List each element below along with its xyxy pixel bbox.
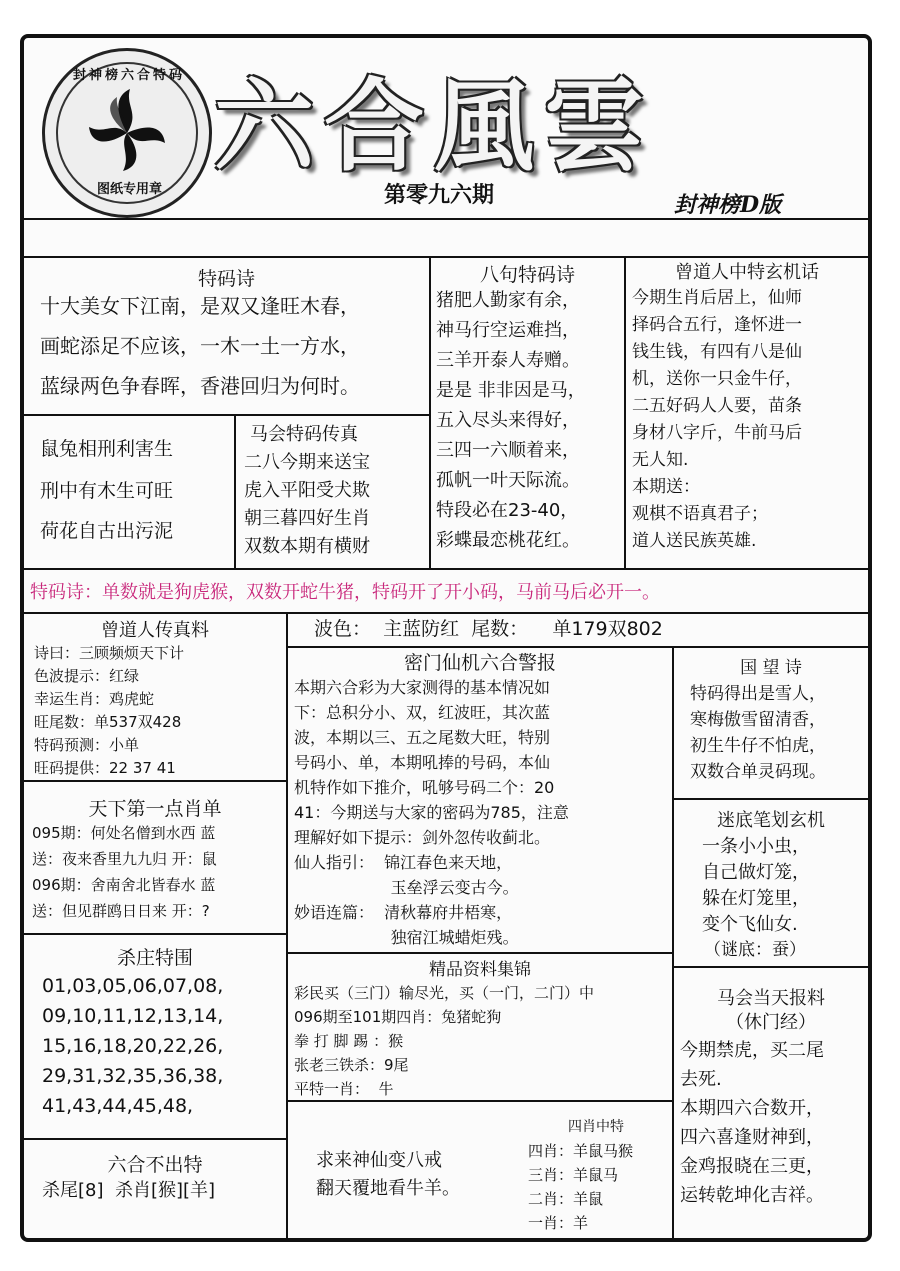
zeng-riddle-line: 择码合五行，逢怀进一 — [632, 315, 802, 335]
box-buchu — [24, 1140, 286, 1242]
tema-poem-title: 特码诗 — [197, 268, 255, 290]
shazhuang-title: 杀庄特围 — [116, 947, 193, 969]
mahui-fax-line: 双数本期有横财 — [244, 536, 370, 557]
shazhuang-line: 15,16,18,20,22,26, — [42, 1035, 224, 1057]
jingpin-line: 张老三铁杀：9尾 — [294, 1056, 409, 1074]
edition-label: 封神榜D版 — [674, 192, 782, 218]
mahui-day-subtitle: （休门经） — [726, 1012, 816, 1033]
banner-poem: 特码诗：单数就是狗虎猴，双数开蛇牛猪，特码开了开小码，马前马后必开一。 — [30, 582, 660, 603]
jingpin-line: 096期至101期四肖：兔猪蛇狗 — [294, 1008, 502, 1026]
eight-line: 孤帆一叶天际流。 — [436, 470, 580, 491]
zeng-fax-line: 诗曰：三顾频烦天下计 — [34, 644, 185, 662]
mahui-day-line: 金鸡报晓在三更， — [680, 1156, 824, 1177]
zeng-riddle-line: 道人送民族英雄. — [632, 531, 757, 551]
box-shenxian — [288, 1102, 518, 1242]
guowang-line: 寒梅傲雪留清香， — [690, 710, 826, 730]
box-jingpin — [288, 954, 672, 1100]
zeng-fax-line: 色波提示：红绿 — [34, 667, 140, 685]
shazhuang-line: 09,10,11,12,13,14, — [42, 1005, 224, 1027]
seal-bottom-text: 图纸专用章 — [97, 182, 163, 197]
page-frame — [20, 34, 872, 1242]
tianxia-line: 095期：何处名僧到水西 蓝 — [32, 824, 216, 842]
box-mahui-fax — [236, 416, 429, 568]
mahui-fax-line: 朝三暮四好生肖 — [244, 508, 370, 529]
zeng-riddle-line: 身材八字斤，牛前马后 — [632, 423, 802, 443]
buchu-line: 杀尾[8] 杀肖[猴][羊] — [42, 1180, 216, 1201]
zeng-riddle-line: 二五好码人人要，苗条 — [632, 396, 802, 416]
mahui-day-line: 今期禁虎，买二尾 — [680, 1040, 824, 1061]
wave-color-bar: 波色： 主蓝防红 尾数： 单179双802 — [314, 618, 663, 640]
sixiao-line: 四肖：羊鼠马猴 — [528, 1142, 634, 1160]
box-rat-rabbit — [24, 416, 234, 568]
midi-line: 躲在灯笼里， — [702, 888, 810, 909]
secret-line: 本期六合彩为大家测得的基本情况如 — [294, 678, 551, 697]
midi-line: 一条小小虫， — [702, 836, 810, 857]
eight-line: 猪肥人勤家有余， — [436, 290, 580, 311]
shenxian-line: 翻天覆地看牛羊。 — [316, 1178, 460, 1199]
zeng-riddle-line: 无人知. — [632, 450, 689, 470]
mahui-fax-line: 二八今期来送宝 — [244, 452, 370, 473]
rat-line: 鼠兔相刑利害生 — [40, 438, 174, 460]
eight-line: 三羊开泰人寿赠。 — [436, 350, 580, 371]
secret-line: 妙语连篇： 清秋幕府井梧寒， — [294, 903, 513, 922]
mahui-day-line: 四六喜逢财神到， — [680, 1127, 824, 1148]
box-tianxia — [24, 782, 286, 933]
secret-line: 波，本期以三、五之尾数大旺，特别 — [294, 728, 551, 747]
zeng-riddle-line: 本期送： — [632, 477, 700, 497]
box-zeng-riddle — [626, 256, 868, 568]
mahui-day-title: 马会当天报料 — [717, 988, 825, 1009]
midi-line: 变个飞仙女. — [702, 914, 798, 935]
secret-line: 仙人指引： 锦江春色来天地， — [294, 853, 513, 872]
box-midi — [674, 800, 868, 966]
sixiao-line: 三肖：羊鼠马 — [528, 1166, 619, 1184]
sixiao-title: 四肖中特 — [568, 1119, 624, 1135]
mahui-day-line: 运转乾坤化吉祥。 — [680, 1185, 824, 1206]
box-zeng-fax — [24, 614, 286, 780]
rat-line: 荷花自古出污泥 — [40, 520, 174, 542]
jingpin-title: 精品资料集锦 — [429, 960, 531, 980]
zeng-fax-line: 特码预测：小单 — [34, 736, 140, 754]
zeng-fax-line: 幸运生肖：鸡虎蛇 — [34, 690, 155, 708]
eight-line: 特段必在23-40， — [436, 500, 579, 521]
secret-line: 理解好如下提示：剑外忽传收蓟北。 — [294, 828, 551, 847]
eight-line: 五入尽头来得好， — [436, 410, 580, 431]
zeng-riddle-title: 曾道人中特玄机话 — [675, 262, 819, 283]
secret-line: 独宿江城蜡炬残。 — [294, 928, 519, 947]
box-guowang — [674, 648, 868, 798]
box-mahui-day — [674, 968, 868, 1242]
secret-line: 41：今期送与大家的密码为785，注意 — [294, 803, 569, 822]
issue-number: 第零九六期 — [384, 182, 495, 208]
eight-line: 是是 非非因是马， — [436, 380, 586, 401]
eight-line: 三四一六顺着来， — [436, 440, 580, 461]
jingpin-line: 彩民买（三门）输尽光，买（一门，二门）中 — [294, 984, 595, 1002]
seal-stamp — [42, 48, 212, 218]
tianxia-title: 天下第一点肖单 — [88, 798, 222, 820]
secret-line: 号码小、单，本期吼捧的号码，本仙 — [294, 753, 551, 772]
jingpin-line: 拳 打 脚 踢 ：猴 — [294, 1032, 404, 1050]
shazhuang-line: 41,43,44,45,48, — [42, 1095, 194, 1117]
sixiao-line: 二肖：羊鼠 — [528, 1190, 604, 1208]
mahui-fax-line: 虎入平阳受犬欺 — [244, 480, 370, 501]
zeng-riddle-line: 钱生钱，有四有八是仙 — [632, 342, 802, 362]
zeng-fax-line: 旺尾数：单537双428 — [34, 713, 182, 731]
secret-line: 玉垒浮云变古今。 — [294, 878, 519, 897]
guowang-line: 初生牛仔不怕虎， — [690, 736, 826, 756]
tema-poem-line-1: 十大美女下江南，是双又逢旺木春， — [40, 294, 360, 318]
midi-line: 自己做灯笼， — [702, 862, 810, 883]
box-secret-alert — [288, 648, 672, 952]
mahui-fax-title: 马会特码传真 — [250, 424, 358, 445]
secret-line: 机特作如下推介，吼够号码二个：20 — [294, 778, 555, 797]
box-sixiao — [518, 1102, 672, 1242]
rat-line: 刑中有木生可旺 — [40, 480, 174, 502]
masthead-title: 六合風雲 — [214, 67, 654, 185]
guowang-title: 国 望 诗 — [740, 658, 802, 678]
tianxia-line: 096期：舍南舍北皆春水 蓝 — [32, 876, 216, 894]
tianxia-line: 送：夜来香里九九归 开：鼠 — [32, 850, 217, 868]
shazhuang-line: 01,03,05,06,07,08, — [42, 975, 224, 997]
box-shazhuang — [24, 935, 286, 1138]
box-eight-lines — [431, 256, 624, 568]
tianxia-line: 送：但见群鸥日日来 开：? — [32, 902, 210, 920]
eight-lines-title: 八句特码诗 — [479, 264, 575, 286]
guowang-line: 双数合单灵码现。 — [690, 762, 826, 782]
eight-line: 神马行空运难挡， — [436, 320, 580, 341]
sixiao-line: 一肖：羊 — [528, 1214, 589, 1232]
buchu-title: 六合不出特 — [107, 1154, 203, 1176]
mahui-day-line: 去死. — [680, 1069, 722, 1090]
zeng-riddle-line: 机，送你一只金牛仔， — [632, 369, 802, 389]
secret-line: 下：总积分小、双，红波旺，其次蓝 — [294, 703, 551, 722]
secret-alert-title: 密门仙机六合警报 — [403, 652, 556, 674]
header — [24, 38, 868, 218]
midi-title: 迷底笔划玄机 — [717, 810, 825, 831]
eight-line: 彩蝶最恋桃花红。 — [436, 530, 580, 551]
mahui-day-line: 本期四六合数开， — [680, 1098, 824, 1119]
zeng-riddle-line: 观棋不语真君子； — [632, 504, 768, 524]
seal-top-text: 封神榜六合特码 — [73, 68, 186, 83]
box-tema-poem — [24, 256, 429, 414]
zeng-riddle-line: 今期生肖后居上，仙师 — [632, 288, 802, 308]
tema-poem-line-3: 蓝绿两色争春晖，香港回归为何时。 — [40, 374, 360, 398]
guowang-line: 特码得出是雪人， — [690, 684, 826, 704]
jingpin-line: 平特一肖： 牛 — [294, 1080, 394, 1098]
tema-poem-line-2: 画蛇添足不应该，一木一土一方水， — [40, 334, 360, 358]
midi-line: （谜底：蚕） — [704, 940, 806, 960]
zeng-fax-line: 旺码提供：22 37 41 — [34, 759, 176, 777]
shazhuang-line: 29,31,32,35,36,38, — [42, 1065, 224, 1087]
zeng-fax-title: 曾道人传真料 — [101, 620, 209, 641]
shenxian-line: 求来神仙变八戒 — [316, 1150, 442, 1171]
